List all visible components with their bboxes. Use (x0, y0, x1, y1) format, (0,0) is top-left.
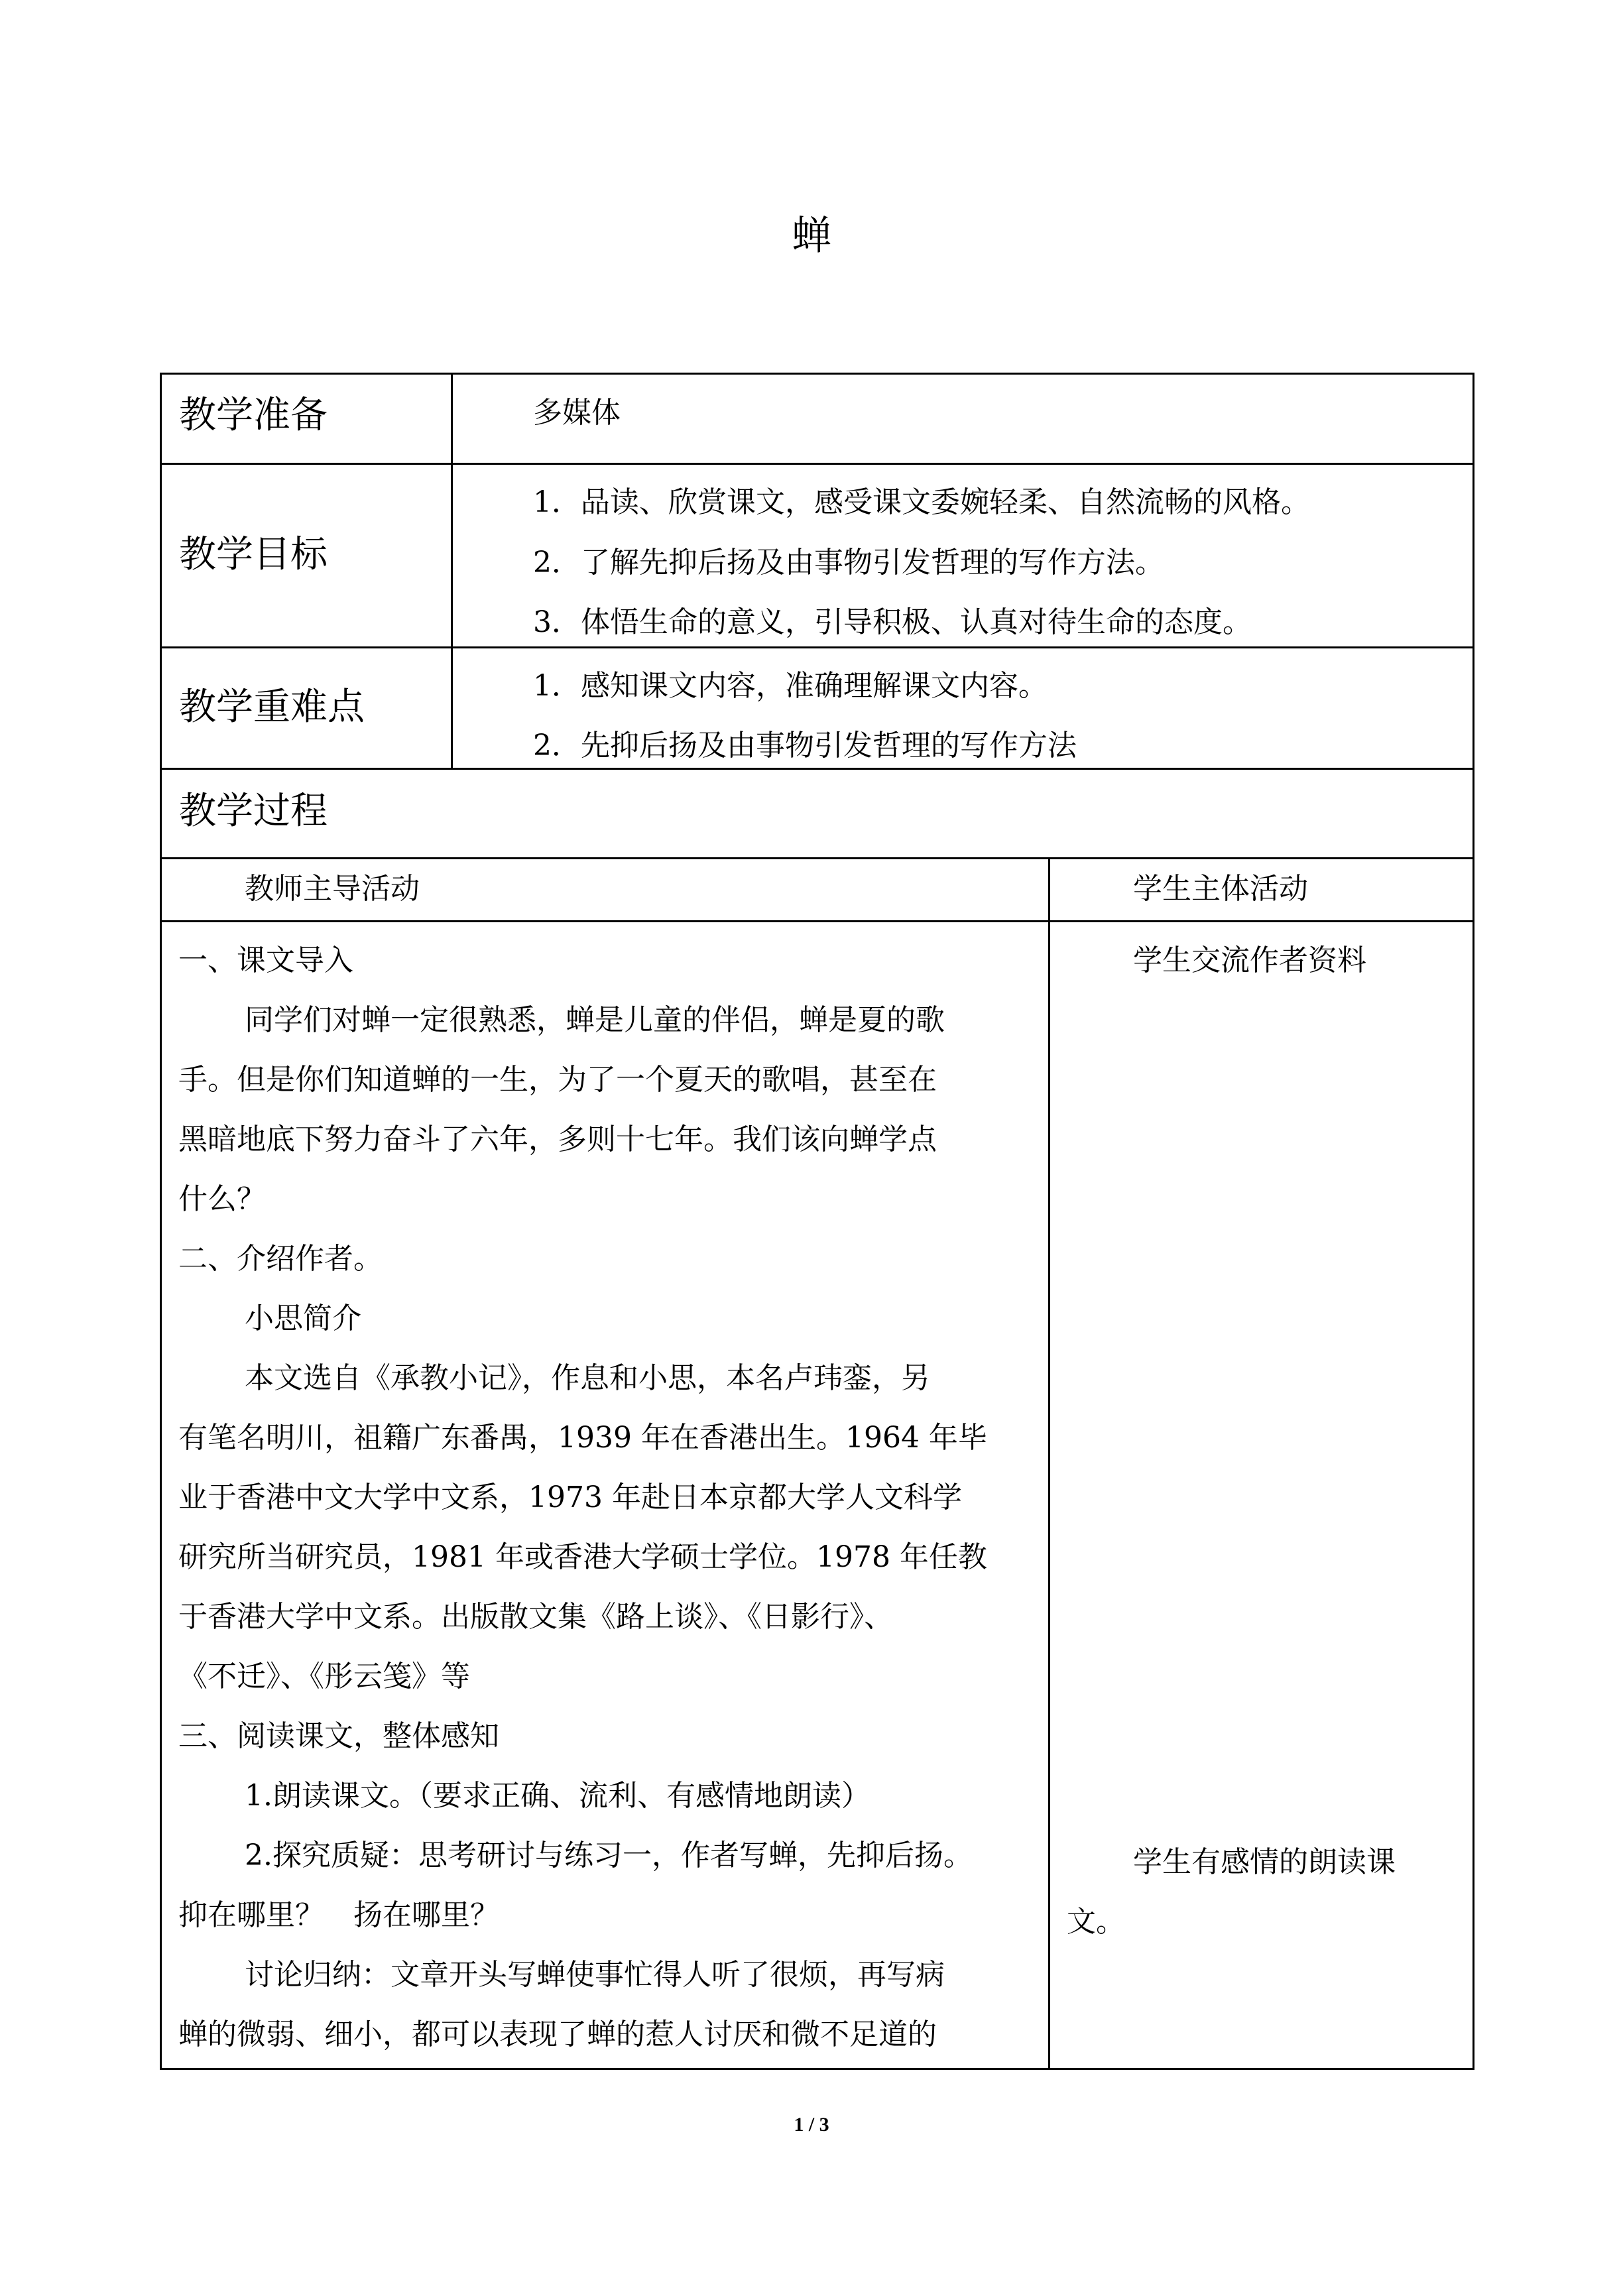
key-points-label: 教学重难点 (179, 686, 365, 729)
teacher-line: 小思简介 (245, 1301, 361, 1335)
row-divider (162, 768, 1473, 770)
teacher-line: 一、课文导入 (178, 943, 353, 977)
teacher-line: 二、介绍作者。 (178, 1242, 383, 1276)
process-label: 教学过程 (179, 790, 328, 833)
prep-value: 多媒体 (533, 396, 621, 430)
row-divider (162, 857, 1473, 859)
label-column-divider (451, 375, 453, 768)
teacher-line: 抑在哪里？ 扬在哪里？ (178, 1898, 499, 1932)
teacher-line: 什么？ (178, 1182, 266, 1216)
goal-item: 3．体悟生命的意义，引导积极、认真对待生命的态度。 (533, 605, 1252, 639)
goal-item: 2．了解先抑后扬及由事物引发哲理的写作方法。 (533, 546, 1164, 579)
teacher-line: 同学们对蝉一定很熟悉，蝉是儿童的伴侣，蝉是夏的歌 (245, 1003, 945, 1037)
teacher-line: 2.探究质疑：思考研讨与练习一，作者写蝉，先抑后扬。 (245, 1839, 973, 1872)
student-line: 学生交流作者资料 (1133, 943, 1366, 977)
teacher-line: 黑暗地底下努力奋斗了六年，多则十七年。我们该向蝉学点 (178, 1122, 937, 1156)
teacher-line: 于香港大学中文系。出版散文集《路上谈》、《日影行》、 (178, 1600, 893, 1634)
student-line: 文。 (1067, 1905, 1125, 1939)
student-activity-header: 学生主体活动 (1133, 872, 1308, 906)
row-divider (162, 920, 1473, 922)
lesson-plan-table (160, 373, 1474, 2070)
teacher-line: 《不迁》、《彤云笺》等 (178, 1660, 470, 1693)
activity-column-divider (1048, 857, 1050, 2068)
teacher-line: 研究所当研究员，1981 年或香港大学硕士学位。1978 年任教 (178, 1540, 987, 1574)
student-line: 学生有感情的朗读课 (1133, 1845, 1396, 1879)
row-divider (162, 463, 1473, 465)
teacher-activity-header: 教师主导活动 (245, 872, 420, 906)
teacher-line: 有笔名明川，祖籍广东番禺，1939 年在香港出生。1964 年毕 (178, 1421, 987, 1455)
teacher-line: 手。但是你们知道蝉的一生，为了一个夏天的歌唱，甚至在 (178, 1063, 937, 1097)
goal-item: 1．品读、欣赏课文，感受课文委婉轻柔、自然流畅的风格。 (533, 485, 1310, 519)
row-divider (162, 646, 1473, 648)
goals-label: 教学目标 (179, 533, 328, 576)
page-number: 1 / 3 (794, 2114, 829, 2136)
teacher-line: 蝉的微弱、细小，都可以表现了蝉的惹人讨厌和微不足道的 (178, 2018, 937, 2051)
teacher-line: 讨论归纳：文章开头写蝉使事忙得人听了很烦，再写病 (245, 1958, 945, 1992)
key-point-item: 1．感知课文内容，准确理解课文内容。 (533, 669, 1048, 703)
teacher-line: 本文选自《承教小记》，作息和小思，本名卢玮銮，另 (245, 1361, 930, 1395)
teacher-line: 1.朗读课文。（要求正确、流利、有感情地朗读） (245, 1779, 871, 1813)
key-point-item: 2．先抑后扬及由事物引发哲理的写作方法 (533, 729, 1077, 762)
teacher-line: 业于香港中文大学中文系，1973 年赴日本京都大学人文科学 (178, 1480, 962, 1514)
prep-label: 教学准备 (179, 394, 328, 437)
page-title: 蝉 (792, 213, 831, 259)
teacher-line: 三、阅读课文，整体感知 (178, 1719, 499, 1753)
